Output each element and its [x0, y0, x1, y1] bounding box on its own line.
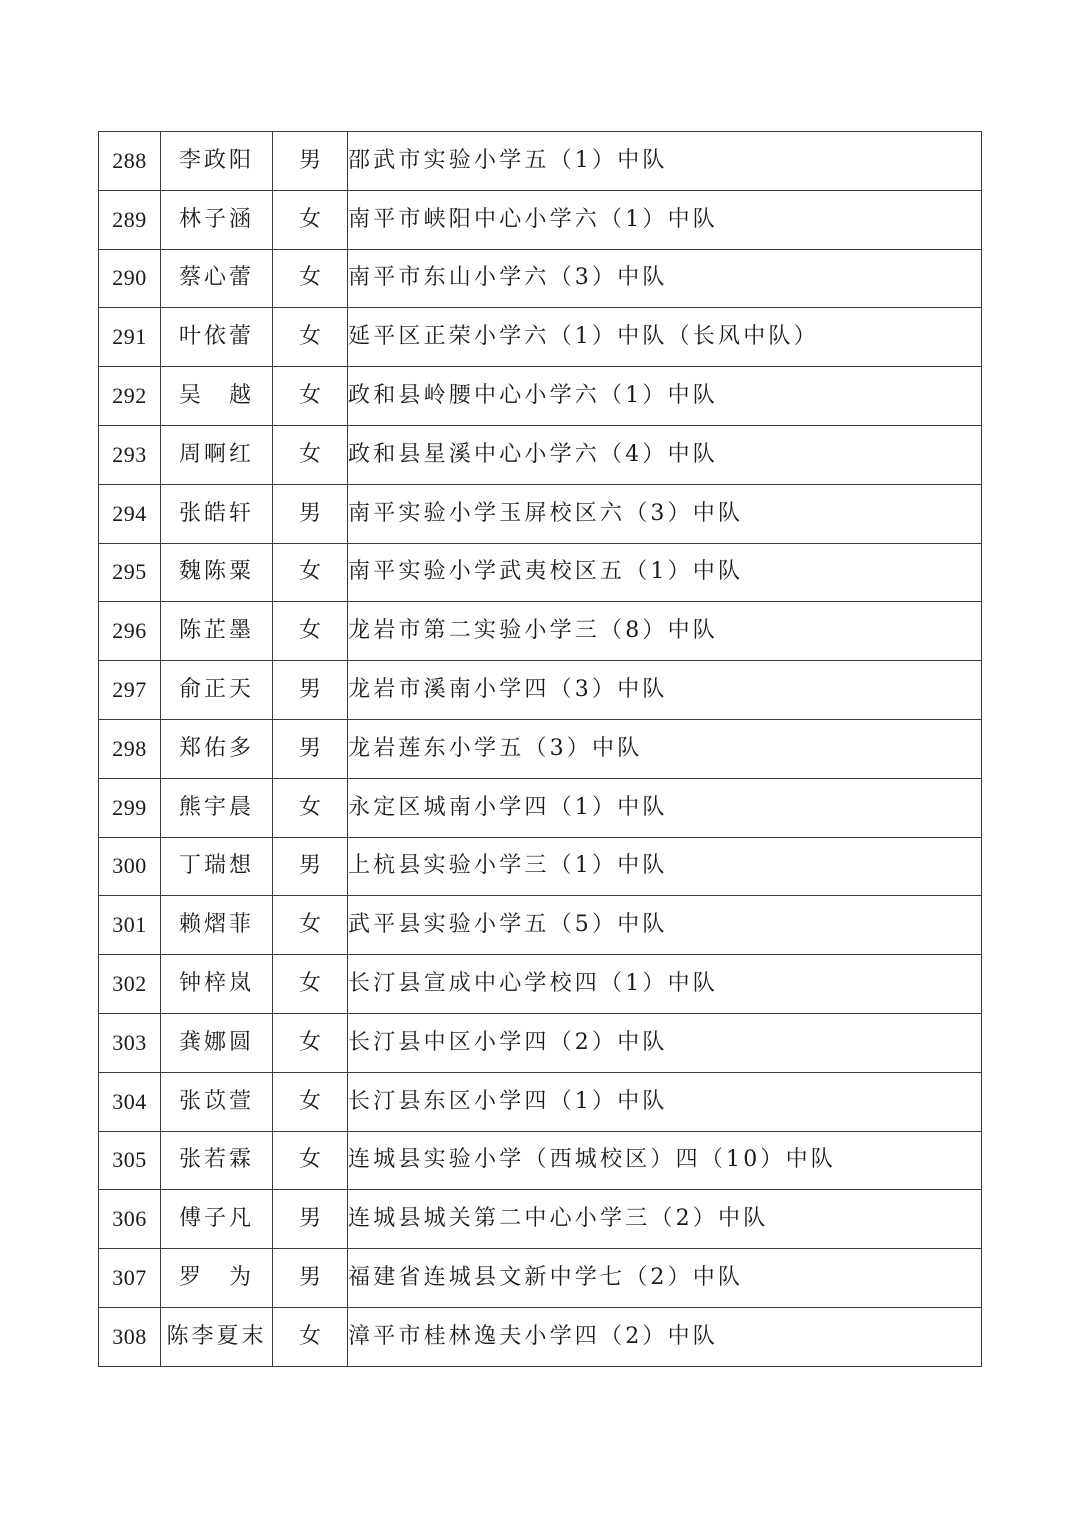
student-gender: 女	[273, 367, 348, 426]
table-row	[99, 249, 982, 308]
table-row	[99, 955, 982, 1014]
table-row	[99, 1307, 982, 1366]
row-number: 300	[99, 837, 161, 896]
student-name: 周啊红	[161, 425, 273, 484]
squad-unit: 南平实验小学玉屏校区六（3）中队	[348, 484, 982, 543]
student-name: 蔡心蕾	[161, 249, 273, 308]
table-row	[99, 484, 982, 543]
row-number: 305	[99, 1131, 161, 1190]
squad-unit: 政和县岭腰中心小学六（1）中队	[348, 367, 982, 426]
row-number: 291	[99, 308, 161, 367]
student-name: 吴 越	[161, 367, 273, 426]
row-number: 303	[99, 1013, 161, 1072]
student-name: 龚娜圆	[161, 1013, 273, 1072]
table-row	[99, 719, 982, 778]
squad-unit: 长汀县东区小学四（1）中队	[348, 1072, 982, 1131]
student-name: 陈芷墨	[161, 602, 273, 661]
student-gender: 女	[273, 602, 348, 661]
student-gender: 男	[273, 484, 348, 543]
table-row	[99, 1190, 982, 1249]
student-name: 熊宇晨	[161, 778, 273, 837]
table-row	[99, 1072, 982, 1131]
table-row	[99, 896, 982, 955]
squad-unit: 龙岩市溪南小学四（3）中队	[348, 661, 982, 720]
student-name: 丁瑞想	[161, 837, 273, 896]
row-number: 288	[99, 132, 161, 191]
table-row	[99, 132, 982, 191]
squad-unit: 龙岩市第二实验小学三（8）中队	[348, 602, 982, 661]
table-row	[99, 778, 982, 837]
row-number: 293	[99, 425, 161, 484]
row-number: 302	[99, 955, 161, 1014]
row-number: 290	[99, 249, 161, 308]
row-number: 296	[99, 602, 161, 661]
roster-table	[98, 131, 982, 1367]
student-name: 魏陈粟	[161, 543, 273, 602]
table-row	[99, 425, 982, 484]
student-name: 郑佑多	[161, 719, 273, 778]
row-number: 301	[99, 896, 161, 955]
student-name: 张若霖	[161, 1131, 273, 1190]
student-gender: 女	[273, 190, 348, 249]
row-number: 299	[99, 778, 161, 837]
squad-unit: 南平市东山小学六（3）中队	[348, 249, 982, 308]
table-row	[99, 602, 982, 661]
table-row	[99, 661, 982, 720]
squad-unit: 龙岩莲东小学五（3）中队	[348, 719, 982, 778]
squad-unit: 漳平市桂林逸夫小学四（2）中队	[348, 1307, 982, 1366]
student-name: 赖熠菲	[161, 896, 273, 955]
squad-unit: 长汀县宣成中心学校四（1）中队	[348, 955, 982, 1014]
student-gender: 女	[273, 1013, 348, 1072]
student-name: 罗 为	[161, 1249, 273, 1308]
squad-unit: 永定区城南小学四（1）中队	[348, 778, 982, 837]
row-number: 289	[99, 190, 161, 249]
student-gender: 女	[273, 1307, 348, 1366]
squad-unit: 上杭县实验小学三（1）中队	[348, 837, 982, 896]
row-number: 298	[99, 719, 161, 778]
student-name: 张苡萱	[161, 1072, 273, 1131]
student-gender: 女	[273, 1072, 348, 1131]
student-name: 俞正天	[161, 661, 273, 720]
squad-unit: 政和县星溪中心小学六（4）中队	[348, 425, 982, 484]
table-row	[99, 837, 982, 896]
row-number: 294	[99, 484, 161, 543]
table-row	[99, 190, 982, 249]
student-gender: 女	[273, 543, 348, 602]
row-number: 304	[99, 1072, 161, 1131]
student-name: 李政阳	[161, 132, 273, 191]
squad-unit: 连城县城关第二中心小学三（2）中队	[348, 1190, 982, 1249]
row-number: 297	[99, 661, 161, 720]
student-gender: 男	[273, 132, 348, 191]
row-number: 295	[99, 543, 161, 602]
student-gender: 女	[273, 249, 348, 308]
squad-unit: 南平实验小学武夷校区五（1）中队	[348, 543, 982, 602]
row-number: 292	[99, 367, 161, 426]
student-gender: 女	[273, 955, 348, 1014]
squad-unit: 福建省连城县文新中学七（2）中队	[348, 1249, 982, 1308]
row-number: 307	[99, 1249, 161, 1308]
squad-unit: 邵武市实验小学五（1）中队	[348, 132, 982, 191]
squad-unit: 连城县实验小学（西城校区）四（10）中队	[348, 1131, 982, 1190]
table-row	[99, 1131, 982, 1190]
student-gender: 男	[273, 1190, 348, 1249]
student-gender: 女	[273, 896, 348, 955]
student-gender: 女	[273, 778, 348, 837]
student-gender: 男	[273, 1249, 348, 1308]
student-name: 钟梓岚	[161, 955, 273, 1014]
squad-unit: 长汀县中区小学四（2）中队	[348, 1013, 982, 1072]
roster-table-body	[99, 132, 982, 1367]
student-name: 傅子凡	[161, 1190, 273, 1249]
student-gender: 女	[273, 425, 348, 484]
table-row	[99, 1013, 982, 1072]
table-row	[99, 367, 982, 426]
table-row	[99, 308, 982, 367]
student-gender: 男	[273, 837, 348, 896]
student-gender: 男	[273, 661, 348, 720]
student-name: 张皓轩	[161, 484, 273, 543]
student-name: 林子涵	[161, 190, 273, 249]
student-gender: 男	[273, 719, 348, 778]
row-number: 306	[99, 1190, 161, 1249]
table-row	[99, 543, 982, 602]
squad-unit: 武平县实验小学五（5）中队	[348, 896, 982, 955]
row-number: 308	[99, 1307, 161, 1366]
table-row	[99, 1249, 982, 1308]
student-name: 叶依蕾	[161, 308, 273, 367]
squad-unit: 延平区正荣小学六（1）中队（长风中队）	[348, 308, 982, 367]
squad-unit: 南平市峡阳中心小学六（1）中队	[348, 190, 982, 249]
student-name: 陈李夏末	[161, 1307, 273, 1366]
student-gender: 女	[273, 1131, 348, 1190]
student-gender: 女	[273, 308, 348, 367]
